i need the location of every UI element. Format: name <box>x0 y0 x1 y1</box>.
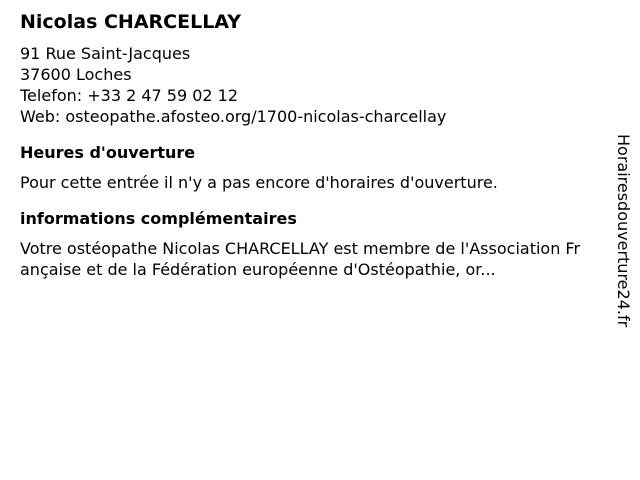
listing-title: Nicolas CHARCELLAY <box>20 11 241 33</box>
opening-hours-heading: Heures d'ouverture <box>20 143 196 162</box>
listing-card <box>20 10 600 280</box>
phone-number: Telefon: +33 2 47 59 02 12 <box>20 86 239 105</box>
site-brand-label: Horairesdouverture24.fr <box>614 134 633 328</box>
additional-info-heading: informations complémentaires <box>20 209 297 228</box>
opening-hours-text: Pour cette entrée il n'y a pas encore d'horaires d'ouverture. <box>20 173 498 192</box>
additional-info-text: Votre ostéopathe Nicolas CHARCELLAY est membre de l'Association Française et de la Fédération européenne d'Ostéopathie, or... <box>20 239 581 279</box>
address-city: 37600 Loches <box>20 65 132 84</box>
address-street: 91 Rue Saint-Jacques <box>20 44 191 63</box>
website-link: Web: osteopathe.afosteo.org/1700-nicolas-charcellay <box>20 107 447 126</box>
